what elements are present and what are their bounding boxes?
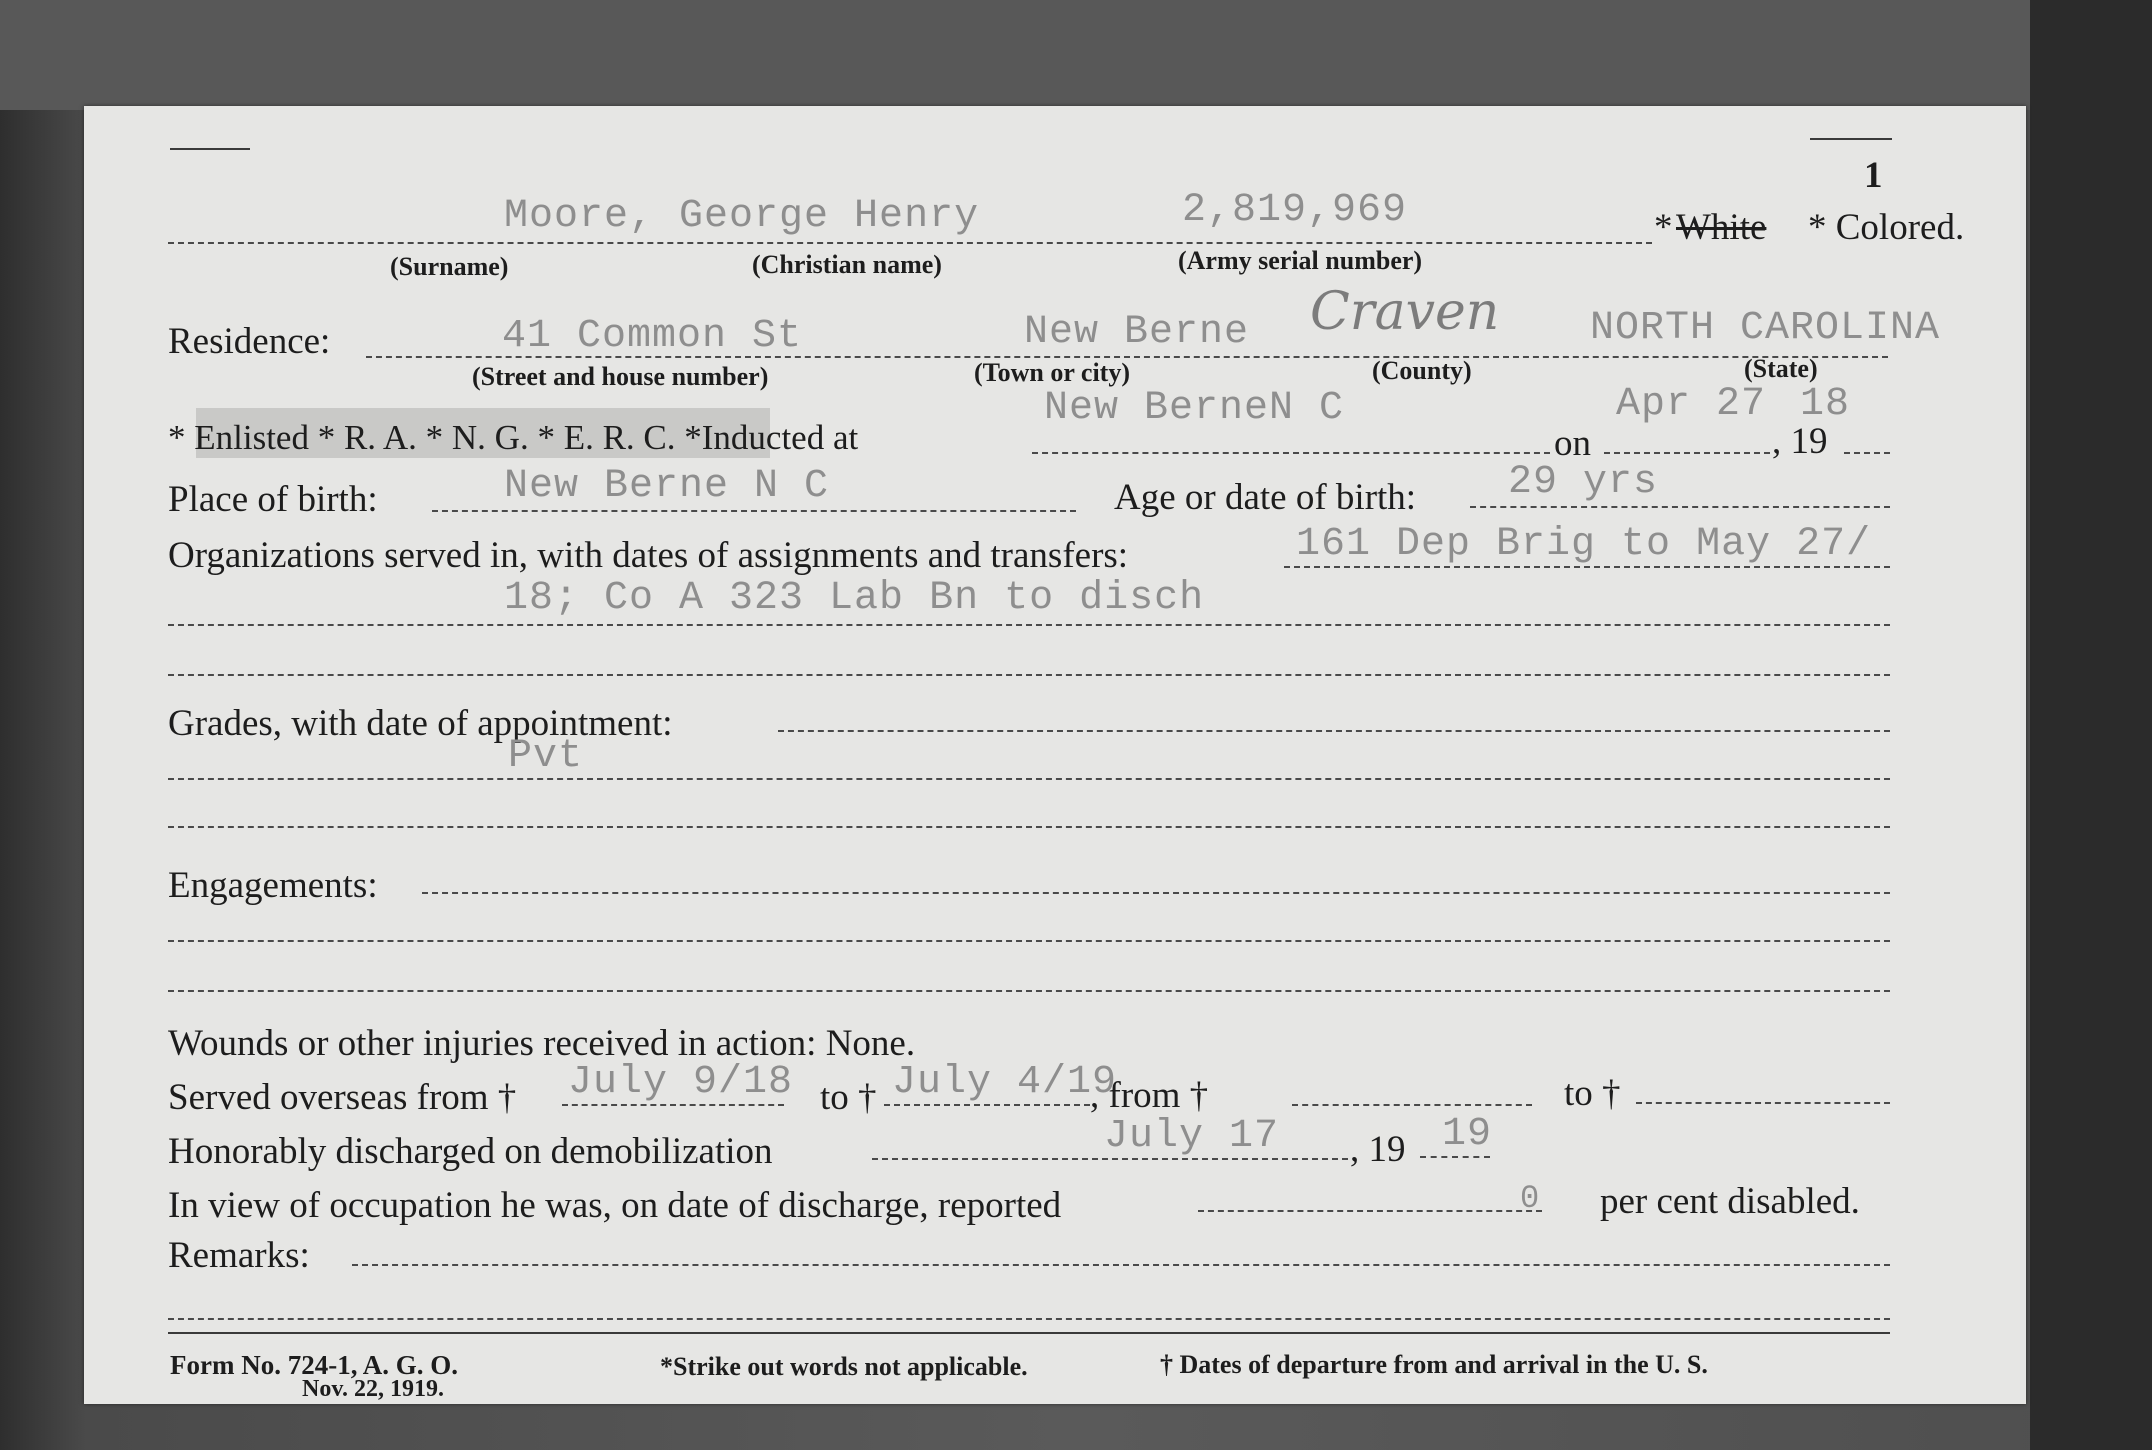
strike-note: *Strike out words not applicable. (660, 1352, 1028, 1381)
caption-county: (County) (1372, 356, 1472, 385)
disabled-label: per cent disabled. (1600, 1181, 1860, 1222)
overseas-from2-label: , from † (1090, 1075, 1209, 1116)
discharged-label: Honorably discharged on demobilization (168, 1131, 773, 1172)
card-number: 1 (1864, 155, 1883, 196)
overseas-to-label: to † (820, 1077, 877, 1118)
organizations-label: Organizations served in, with dates of assignments and transfers: (168, 535, 1129, 576)
induction-date: Apr 27 (1616, 382, 1767, 427)
overseas-from-date: July 9/18 (568, 1060, 794, 1105)
enlisted-label: * Enlisted * R. A. * N. G. * E. R. C. *Inducted at (168, 418, 859, 457)
grades-label: Grades, with date of appointment: (168, 703, 673, 744)
age-line (1470, 506, 1890, 508)
birth-place: New Berne N C (504, 464, 830, 509)
residence-state: NORTH CAROLINA (1590, 306, 1941, 351)
race-colored: * Colored. (1808, 207, 1965, 248)
caption-christian-name: (Christian name) (752, 250, 942, 279)
top-left-rule (170, 148, 250, 150)
caption-state: (State) (1744, 354, 1818, 383)
form-date: Nov. 22, 1919. (302, 1376, 445, 1402)
discharge-year: 19 (1442, 1112, 1493, 1157)
name-line (168, 242, 1652, 244)
residence-town: New Berne (1024, 310, 1250, 355)
discharge-date: July 17 (1104, 1114, 1280, 1159)
discharge-year-label: , 19 (1350, 1129, 1406, 1170)
induction-year-label: , 19 (1772, 421, 1828, 462)
soldier-name: Moore, George Henry (504, 194, 980, 239)
remarks-label: Remarks: (168, 1235, 310, 1276)
discharge-year-line (1420, 1156, 1490, 1158)
caption-surname: (Surname) (390, 252, 509, 281)
grades-line3 (168, 826, 1890, 828)
race-white: White (1676, 207, 1767, 248)
organizations-line3-rule (168, 674, 1890, 676)
disabled-percent: 0 (1520, 1180, 1541, 1217)
birth-place-line (432, 510, 1076, 512)
grades-line2 (168, 778, 1890, 780)
residence-street: 41 Common St (502, 314, 803, 359)
overseas-to2-line (1636, 1102, 1890, 1104)
engagements-line3 (168, 990, 1890, 992)
overseas-to-line (884, 1104, 1090, 1106)
organizations-line1-rule (1284, 566, 1890, 568)
overseas-from2-line (1292, 1104, 1532, 1106)
serial-number: 2,819,969 (1182, 188, 1408, 233)
birth-place-label: Place of birth: (168, 479, 378, 520)
occupation-label: In view of occupation he was, on date of discharge, reported (168, 1185, 1062, 1226)
race-star: * (1654, 207, 1673, 248)
footer-rule (168, 1332, 1890, 1334)
grade-value: Pvt (508, 734, 584, 779)
scanner-top-margin (0, 0, 2152, 110)
caption-serial: (Army serial number) (1178, 246, 1423, 275)
inducted-at-line (1032, 452, 1550, 454)
wounds-label: Wounds or other injuries received in action: None. (168, 1023, 916, 1064)
residence-label: Residence: (168, 321, 331, 362)
on-label: on (1554, 423, 1591, 464)
residence-county: Craven (1310, 282, 1500, 342)
discharge-date-line (872, 1158, 1348, 1160)
overseas-from-label: Served overseas from † (168, 1077, 517, 1118)
inducted-at-place: New BerneN C (1044, 386, 1345, 431)
organizations-line2: 18; Co A 323 Lab Bn to disch (504, 576, 1205, 621)
caption-town: (Town or city) (974, 358, 1130, 387)
organizations-line2-rule (168, 624, 1890, 626)
remarks-line1 (352, 1264, 1890, 1266)
grades-line1 (778, 730, 1890, 732)
top-right-rule (1810, 138, 1892, 140)
induction-date-line (1604, 452, 1770, 454)
age-value: 29 yrs (1508, 460, 1659, 505)
engagements-label: Engagements: (168, 865, 378, 906)
overseas-from-line (562, 1104, 784, 1106)
age-label: Age or date of birth: (1114, 477, 1417, 518)
induction-year-line (1844, 452, 1890, 454)
scanner-right-margin (2030, 0, 2152, 1450)
caption-street: (Street and house number) (472, 362, 769, 391)
disabled-percent-line (1198, 1210, 1542, 1212)
service-record-card (84, 106, 2026, 1404)
organizations-line1: 161 Dep Brig to May 27/ (1296, 522, 1872, 567)
overseas-to-date: July 4/19 (892, 1060, 1118, 1105)
engagements-line1 (422, 892, 1890, 894)
induction-year: 18 (1800, 382, 1851, 427)
engagements-line2 (168, 940, 1890, 942)
form-number: Form No. 724-1, A. G. O. (170, 1350, 458, 1380)
overseas-to2-label: to † (1564, 1073, 1621, 1114)
dates-note: † Dates of departure from and arrival in the U. S. (1160, 1350, 1708, 1379)
remarks-line2 (168, 1318, 1890, 1320)
